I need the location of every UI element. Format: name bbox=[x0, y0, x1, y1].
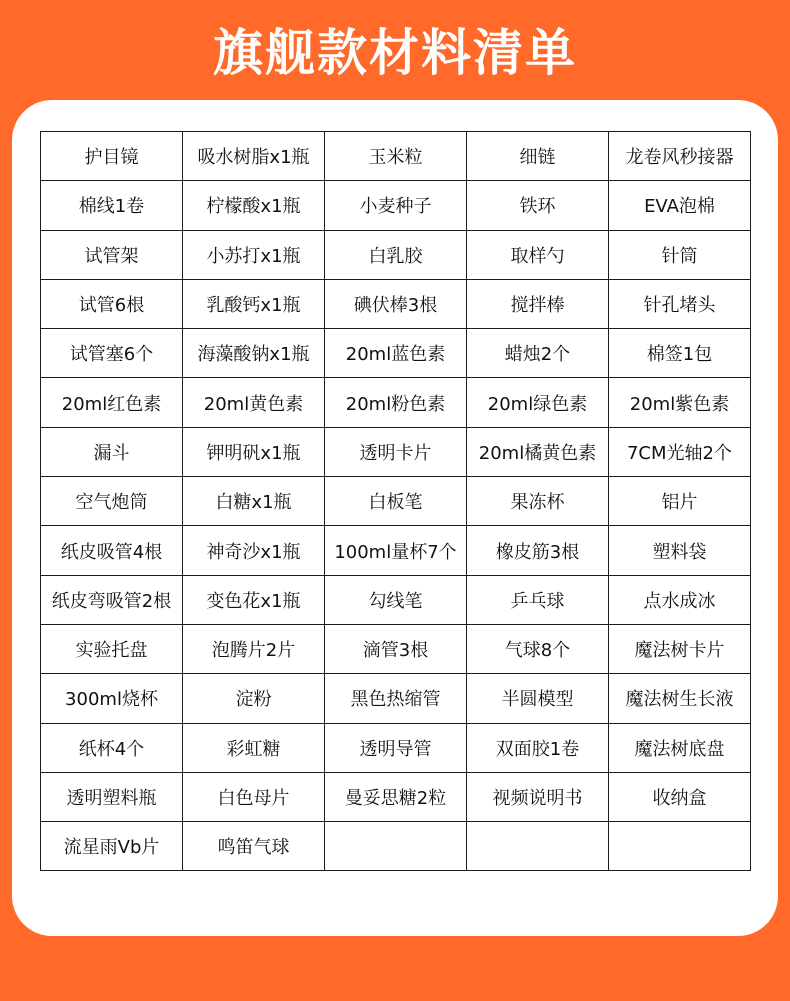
table-cell: 300ml烧杯 bbox=[41, 674, 183, 723]
table-cell: 试管6根 bbox=[41, 279, 183, 328]
table-cell: 碘伏棒3根 bbox=[325, 279, 467, 328]
table-cell: 塑料袋 bbox=[609, 526, 751, 575]
table-cell: 棉线1卷 bbox=[41, 181, 183, 230]
table-cell: 乳酸钙x1瓶 bbox=[183, 279, 325, 328]
table-cell: 20ml黄色素 bbox=[183, 378, 325, 427]
table-row bbox=[41, 279, 751, 328]
table-cell: 空气炮筒 bbox=[41, 477, 183, 526]
table-cell: 透明导管 bbox=[325, 723, 467, 772]
table-cell: 铝片 bbox=[609, 477, 751, 526]
table-cell: 纸皮吸管4根 bbox=[41, 526, 183, 575]
table-cell: 黑色热缩管 bbox=[325, 674, 467, 723]
table-row bbox=[41, 575, 751, 624]
table-row bbox=[41, 772, 751, 821]
table-cell: 蜡烛2个 bbox=[467, 329, 609, 378]
table-cell: 取样勺 bbox=[467, 230, 609, 279]
table-cell: 彩虹糖 bbox=[183, 723, 325, 772]
table-cell: 神奇沙x1瓶 bbox=[183, 526, 325, 575]
table-cell: 点水成冰 bbox=[609, 575, 751, 624]
table-row bbox=[41, 624, 751, 673]
table-cell: 棉签1包 bbox=[609, 329, 751, 378]
table-cell: 纸皮弯吸管2根 bbox=[41, 575, 183, 624]
table-cell: 小苏打x1瓶 bbox=[183, 230, 325, 279]
table-cell: 白色母片 bbox=[183, 772, 325, 821]
table-cell: 透明塑料瓶 bbox=[41, 772, 183, 821]
table-cell: 纸杯4个 bbox=[41, 723, 183, 772]
table-cell: 果冻杯 bbox=[467, 477, 609, 526]
table-cell: 20ml绿色素 bbox=[467, 378, 609, 427]
table-cell: 半圆模型 bbox=[467, 674, 609, 723]
table-cell: 鸣笛气球 bbox=[183, 822, 325, 871]
table-cell: 勾线笔 bbox=[325, 575, 467, 624]
table-row bbox=[41, 427, 751, 476]
table-cell: 淀粉 bbox=[183, 674, 325, 723]
table-cell: 护目镜 bbox=[41, 132, 183, 181]
table-cell: 气球8个 bbox=[467, 624, 609, 673]
table-row bbox=[41, 132, 751, 181]
table-cell: 流星雨Vb片 bbox=[41, 822, 183, 871]
table-cell: 试管塞6个 bbox=[41, 329, 183, 378]
table-cell: 100ml量杯7个 bbox=[325, 526, 467, 575]
table-cell: 魔法树卡片 bbox=[609, 624, 751, 673]
table-cell: 20ml红色素 bbox=[41, 378, 183, 427]
materials-table bbox=[40, 131, 751, 871]
table-cell: 收纳盒 bbox=[609, 772, 751, 821]
table-cell: 细链 bbox=[467, 132, 609, 181]
table-cell bbox=[325, 822, 467, 871]
table-cell: 视频说明书 bbox=[467, 772, 609, 821]
table-cell: 20ml蓝色素 bbox=[325, 329, 467, 378]
table-row bbox=[41, 181, 751, 230]
table-cell: EVA泡棉 bbox=[609, 181, 751, 230]
table-cell: 魔法树生长液 bbox=[609, 674, 751, 723]
table-cell: 试管架 bbox=[41, 230, 183, 279]
table-cell: 魔法树底盘 bbox=[609, 723, 751, 772]
table-cell: 曼妥思糖2粒 bbox=[325, 772, 467, 821]
table-cell: 玉米粒 bbox=[325, 132, 467, 181]
table-cell: 20ml橘黄色素 bbox=[467, 427, 609, 476]
table-cell: 白乳胶 bbox=[325, 230, 467, 279]
table-row bbox=[41, 822, 751, 871]
table-row bbox=[41, 674, 751, 723]
table-row bbox=[41, 723, 751, 772]
table-cell: 泡腾片2片 bbox=[183, 624, 325, 673]
table-cell: 20ml粉色素 bbox=[325, 378, 467, 427]
table-row bbox=[41, 230, 751, 279]
table-cell: 小麦种子 bbox=[325, 181, 467, 230]
table-cell: 漏斗 bbox=[41, 427, 183, 476]
page-title: 旗舰款材料清单 bbox=[213, 24, 577, 82]
table-cell: 20ml紫色素 bbox=[609, 378, 751, 427]
table-row bbox=[41, 477, 751, 526]
table-cell: 透明卡片 bbox=[325, 427, 467, 476]
materials-table-body bbox=[41, 132, 751, 871]
table-cell: 白糖x1瓶 bbox=[183, 477, 325, 526]
table-cell: 海藻酸钠x1瓶 bbox=[183, 329, 325, 378]
table-cell: 柠檬酸x1瓶 bbox=[183, 181, 325, 230]
table-cell: 乒乓球 bbox=[467, 575, 609, 624]
table-cell: 滴管3根 bbox=[325, 624, 467, 673]
table-cell: 搅拌棒 bbox=[467, 279, 609, 328]
table-cell bbox=[609, 822, 751, 871]
table-cell: 7CM光轴2个 bbox=[609, 427, 751, 476]
table-cell: 针筒 bbox=[609, 230, 751, 279]
table-cell: 实验托盘 bbox=[41, 624, 183, 673]
table-row bbox=[41, 329, 751, 378]
table-cell: 白板笔 bbox=[325, 477, 467, 526]
table-cell: 吸水树脂x1瓶 bbox=[183, 132, 325, 181]
table-cell: 钾明矾x1瓶 bbox=[183, 427, 325, 476]
table-cell bbox=[467, 822, 609, 871]
table-cell: 针孔堵头 bbox=[609, 279, 751, 328]
table-cell: 龙卷风秒接器 bbox=[609, 132, 751, 181]
table-row bbox=[41, 378, 751, 427]
table-cell: 变色花x1瓶 bbox=[183, 575, 325, 624]
table-cell: 橡皮筋3根 bbox=[467, 526, 609, 575]
table-cell: 铁环 bbox=[467, 181, 609, 230]
table-cell: 双面胶1卷 bbox=[467, 723, 609, 772]
table-row bbox=[41, 526, 751, 575]
